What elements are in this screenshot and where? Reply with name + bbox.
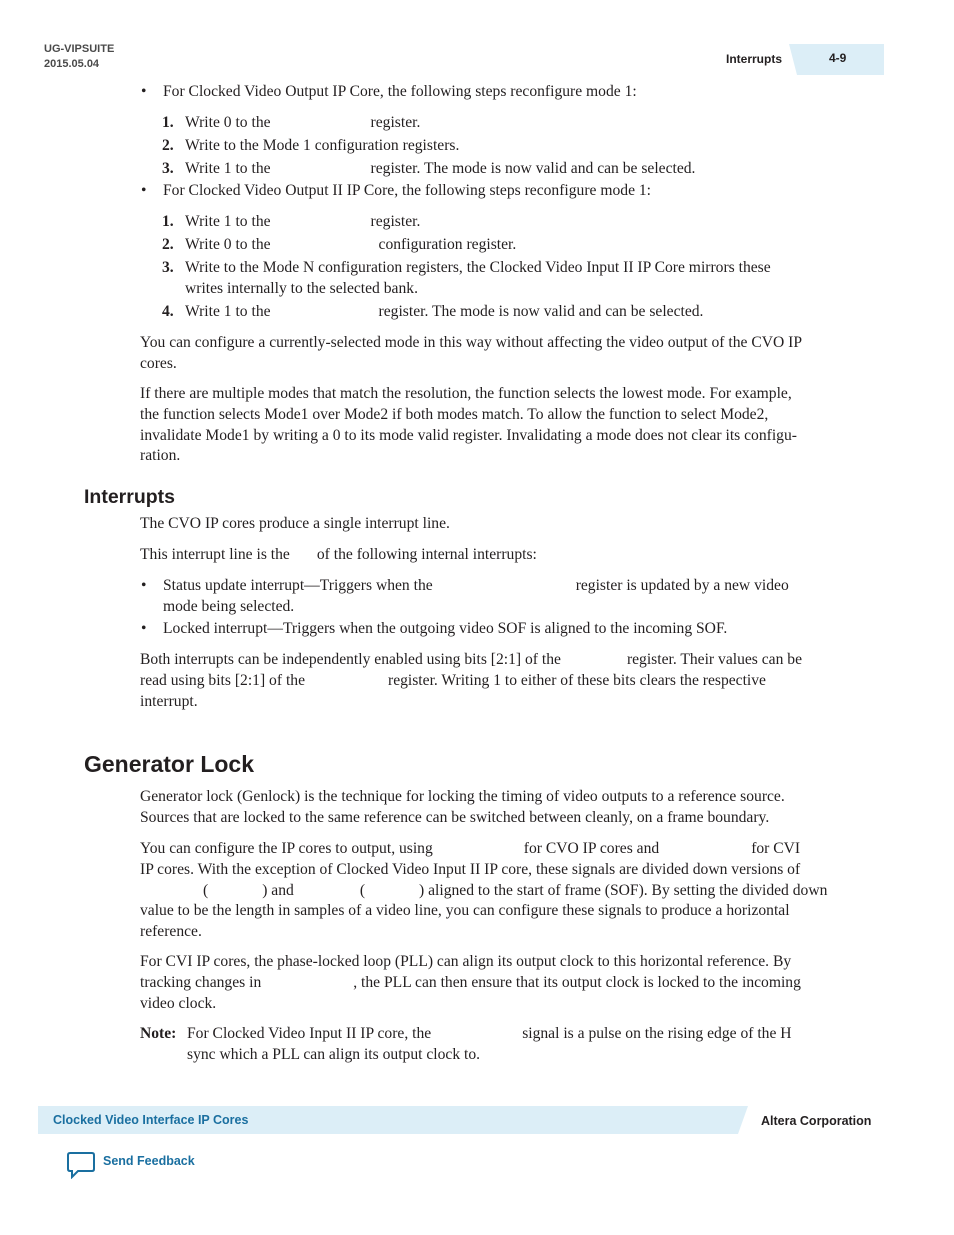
- interrupts-p3: Both interrupts can be independently enabled using bits [2:1] of the register. Their values can be read using bits [2:1] of the register. Writing 1 to either of these bits clears the respective interrupt.: [140, 651, 803, 710]
- doc-id: [44, 42, 114, 72]
- list1-item-2: Write to the Mode 1 configuration registers.: [185, 137, 460, 154]
- list1-item-3: Write 1 to the register. The mode is now valid and can be selected.: [185, 160, 696, 177]
- genlock-p2: You can configure the IP cores to output, using for CVO IP cores and for CVI IP cores. With the exception of Clocked Video Input II IP core, these signals are divided down versions of ( ) and ( ) aligned to the start of frame (SOF). By setting the divided down value to be the length in samples of a video line, you can configure these signals to produce a horizontal reference.: [140, 840, 828, 941]
- status-update-bullet: Status update interrupt—Triggers when the register is updated by a new video: [163, 577, 789, 594]
- para-configure: You can configure a currently-selected mode in this way without affecting the video output of the CVO IP cores.: [140, 334, 803, 372]
- bullet-marker: •: [141, 577, 147, 594]
- bullet-marker: •: [141, 182, 147, 199]
- interrupts-heading: Interrupts: [84, 486, 176, 508]
- list2-item-3: Write to the Mode N configuration registers, the Clocked Video Input II IP Core mirrors these: [185, 259, 771, 276]
- list2-item-number: 3.: [162, 259, 174, 276]
- list2-item-number: 2.: [162, 236, 174, 253]
- list2-item-3-cont: writes internally to the selected bank.: [185, 280, 418, 297]
- list2-intro: For Clocked Video Output II IP Core, the following steps reconfigure mode 1:: [163, 182, 652, 199]
- list2-item-4: Write 1 to the register. The mode is now valid and can be selected.: [185, 303, 704, 320]
- list1-item-number: 3.: [162, 160, 174, 177]
- interrupts-p2: This interrupt line is the of the following internal interrupts:: [140, 546, 537, 563]
- list2-item-number: 4.: [162, 303, 174, 320]
- locked-interrupt-bullet: Locked interrupt—Triggers when the outgoing video SOF is aligned to the incoming SOF.: [163, 620, 728, 637]
- footer-corporation: Altera Corporation: [761, 1114, 872, 1128]
- doc-id-code: UG-VIPSUITE: [44, 43, 115, 55]
- generator-lock-heading: Generator Lock: [84, 751, 254, 777]
- page-number: 4-9: [829, 51, 847, 65]
- doc-date: 2015.05.04: [44, 58, 100, 70]
- send-feedback-link[interactable]: Send Feedback: [103, 1154, 195, 1168]
- list1-item-number: 1.: [162, 114, 174, 131]
- note-text: For Clocked Video Input II IP core, the signal is a pulse on the rising edge of the H sync which a PLL can align its output clock to.: [187, 1025, 792, 1063]
- list2-item-number: 1.: [162, 213, 174, 230]
- para-multiple-modes: If there are multiple modes that match the resolution, the function selects the lowest mode. For example, the function selects Mode1 over Mode2 if both modes match. To allow the function to select Mode2, invalidate Mode1 by writing a 0 to its mode valid register. Invalidating a mode does not clear its configu- ration.: [140, 385, 797, 465]
- genlock-p1: Generator lock (Genlock) is the technique for locking the timing of video outputs to a reference source. Sources that are locked to the same reference can be switched between cleanly, on a frame boundary.: [140, 788, 785, 826]
- list2-item-2: Write 0 to the configuration register.: [185, 236, 517, 253]
- list1-intro: For Clocked Video Output IP Core, the following steps reconfigure mode 1:: [163, 83, 637, 100]
- list2-item-1: Write 1 to the register.: [185, 213, 421, 230]
- list1-item-number: 2.: [162, 137, 174, 154]
- footer-doc-title[interactable]: Clocked Video Interface IP Cores: [53, 1113, 249, 1127]
- header-section-title: Interrupts: [726, 52, 783, 66]
- bullet-marker: •: [141, 83, 147, 100]
- interrupts-p1: The CVO IP cores produce a single interrupt line.: [140, 515, 450, 532]
- status-update-bullet-cont: mode being selected.: [163, 598, 295, 615]
- note-label: Note:: [140, 1025, 177, 1042]
- speech-bubble-icon[interactable]: [66, 1151, 96, 1179]
- genlock-p3: For CVI IP cores, the phase-locked loop (PLL) can align its output clock to this horizontal reference. By tracking changes in , the PLL can then ensure that its output clock is locked to the incoming video clock.: [140, 953, 801, 1012]
- bullet-marker: •: [141, 620, 147, 637]
- list1-item-1: Write 0 to the register.: [185, 114, 421, 131]
